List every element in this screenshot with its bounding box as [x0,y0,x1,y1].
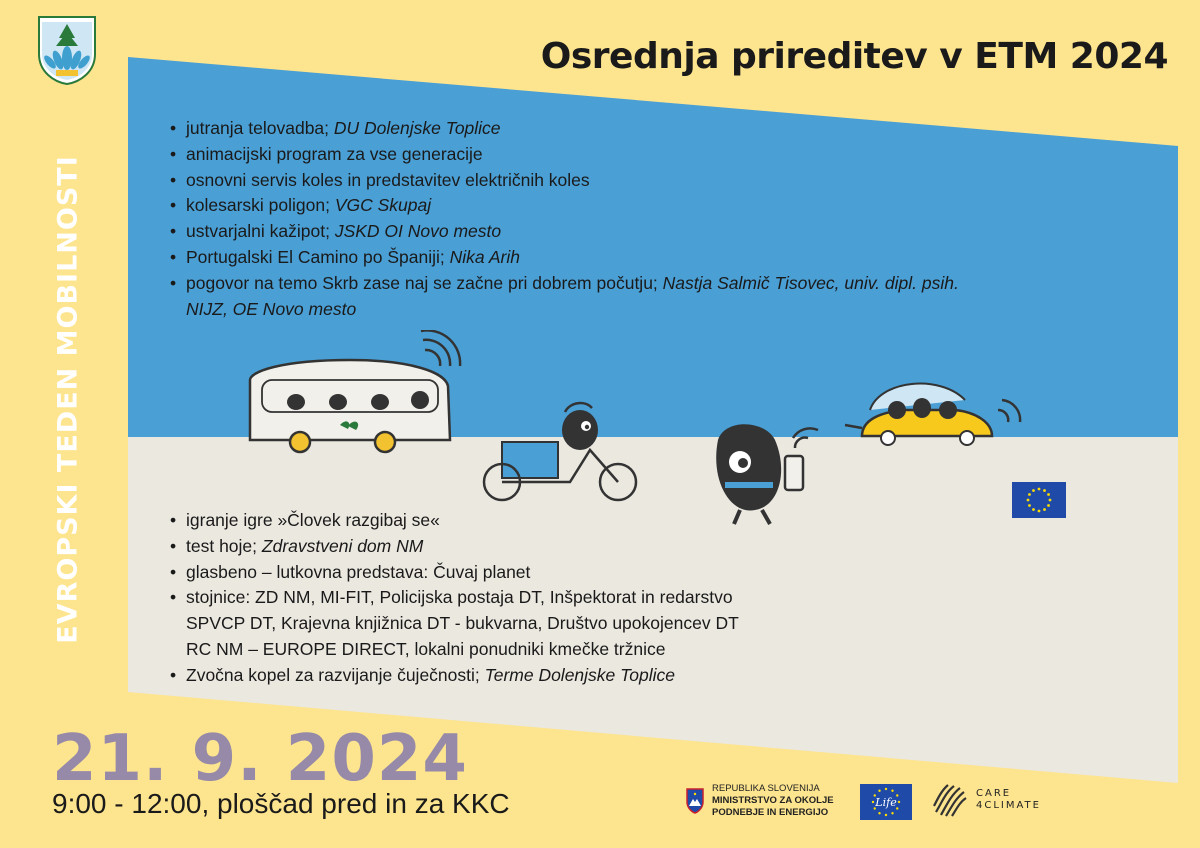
star-mark [1038,488,1041,491]
page-title: Osrednja prireditev v ETM 2024 [540,36,1168,77]
ministry-logo [686,783,834,819]
program-item-text: SPVCP DT, Krajevna knjižnica DT - bukvarna, Društvo upokojencev DT [186,613,739,634]
star-mark [891,812,893,814]
star-mark [1032,489,1035,492]
program-item-text: Portugalski El Camino po Španiji; [186,246,450,267]
program-item-text: igranje igre »Človek razgibaj se« [186,510,440,530]
star-mark [1027,499,1030,502]
program-item-organizer: Nika Arih [449,246,520,267]
program-item [170,193,1170,219]
program-item-text: test hoje; [186,535,262,556]
top-program-list [170,116,1170,322]
program-item-text: jutranja telovadba; [186,118,334,138]
star-mark [872,801,874,803]
program-item [170,560,890,586]
program-item-text: kolesarski poligon; [186,195,335,216]
cargo-bike-icon [484,403,636,500]
star-mark [878,812,880,814]
program-item [170,116,1170,142]
star-mark [898,801,900,803]
municipal-crest-icon [36,14,98,86]
program-item [170,245,1170,271]
slovenia-coat-of-arms-icon [686,788,704,814]
star-mark [1028,493,1031,496]
program-item-organizer: Nastja Salmič Tisovec, univ. dipl. psih. [662,272,959,293]
care4climate-logo-icon [932,782,968,818]
program-item-text: glasbeno – lutkovna predstava: Čuvaj planet [186,561,531,582]
program-item [170,508,890,534]
life-label: Life [875,796,897,809]
program-item-text: ustvarjalni kažipot; [186,221,335,242]
program-item [170,637,890,663]
star-mark [885,788,887,790]
star-mark [878,790,880,792]
program-item [170,168,1170,194]
star-mark [1043,489,1046,492]
star-mark [1032,508,1035,511]
illustration [240,330,1030,530]
program-item [170,663,890,689]
vertical-campaign-text: EVROPSKI TEDEN MOBILNOSTI [52,155,84,644]
life-logo-icon [860,784,912,820]
program-item [170,271,1170,297]
care-line-1: CARE [976,788,1012,799]
program-item-text: osnovni servis koles in predstavitev električnih koles [186,169,590,190]
star-mark [1038,510,1041,513]
ministry-line-3: PODNEBJE IN ENERGIJO [712,807,829,818]
program-item-organizer: DU Dolenjske Toplice [333,118,501,138]
care-line-2: 4CLIMATE [976,800,1041,811]
program-item [170,142,1170,168]
eu-flag-icon [1012,482,1066,518]
program-item-text: RC NM – EUROPE DIRECT, lokalni ponudniki kmečke tržnice [186,638,666,659]
program-item-text: Zvočna kopel za razvijanje čuječnosti; [186,664,485,685]
care4climate-text [976,788,1041,812]
ministry-line-2: MINISTRSTVO ZA OKOLJE [712,795,834,806]
electric-car-icon [845,384,1020,445]
event-time-place: 9:00 - 12:00, ploščad pred in za KKC [52,788,510,819]
star-mark [1047,504,1050,507]
program-item-organizer: Terme Dolenjske Toplice [484,664,675,685]
program-item [170,611,890,637]
program-item-organizer: NIJZ, OE Novo mesto [186,298,357,319]
star-mark [1049,499,1052,502]
program-item [170,297,1170,323]
star-mark [1028,504,1031,507]
bottom-program-list [170,508,890,689]
star-mark [1047,493,1050,496]
ministry-logo-text [712,783,834,819]
program-item-organizer: VGC Skupaj [334,195,432,216]
program-item-text: pogovor na temo Skrb zase naj se začne pri dobrem počutju; [186,272,663,293]
program-item-organizer: JSKD OI Novo mesto [334,221,502,242]
ministry-line-1: REPUBLIKA SLOVENIJA [712,783,820,794]
program-item [170,534,890,560]
program-item-text: stojnice: ZD NM, MI-FIT, Policijska postaja DT, Inšpektorat in redarstvo [186,587,733,608]
care4climate-logo [932,782,1041,818]
bus-icon [250,330,460,452]
program-item-organizer: Zdravstveni dom NM [261,535,424,556]
program-item [170,219,1170,245]
program-item [170,585,890,611]
event-date: 21. 9. 2024 [52,722,468,796]
program-item-text: animacijski program za vse generacije [186,143,483,164]
star-mark [885,814,887,816]
star-mark [1043,508,1046,511]
star-mark [891,790,893,792]
